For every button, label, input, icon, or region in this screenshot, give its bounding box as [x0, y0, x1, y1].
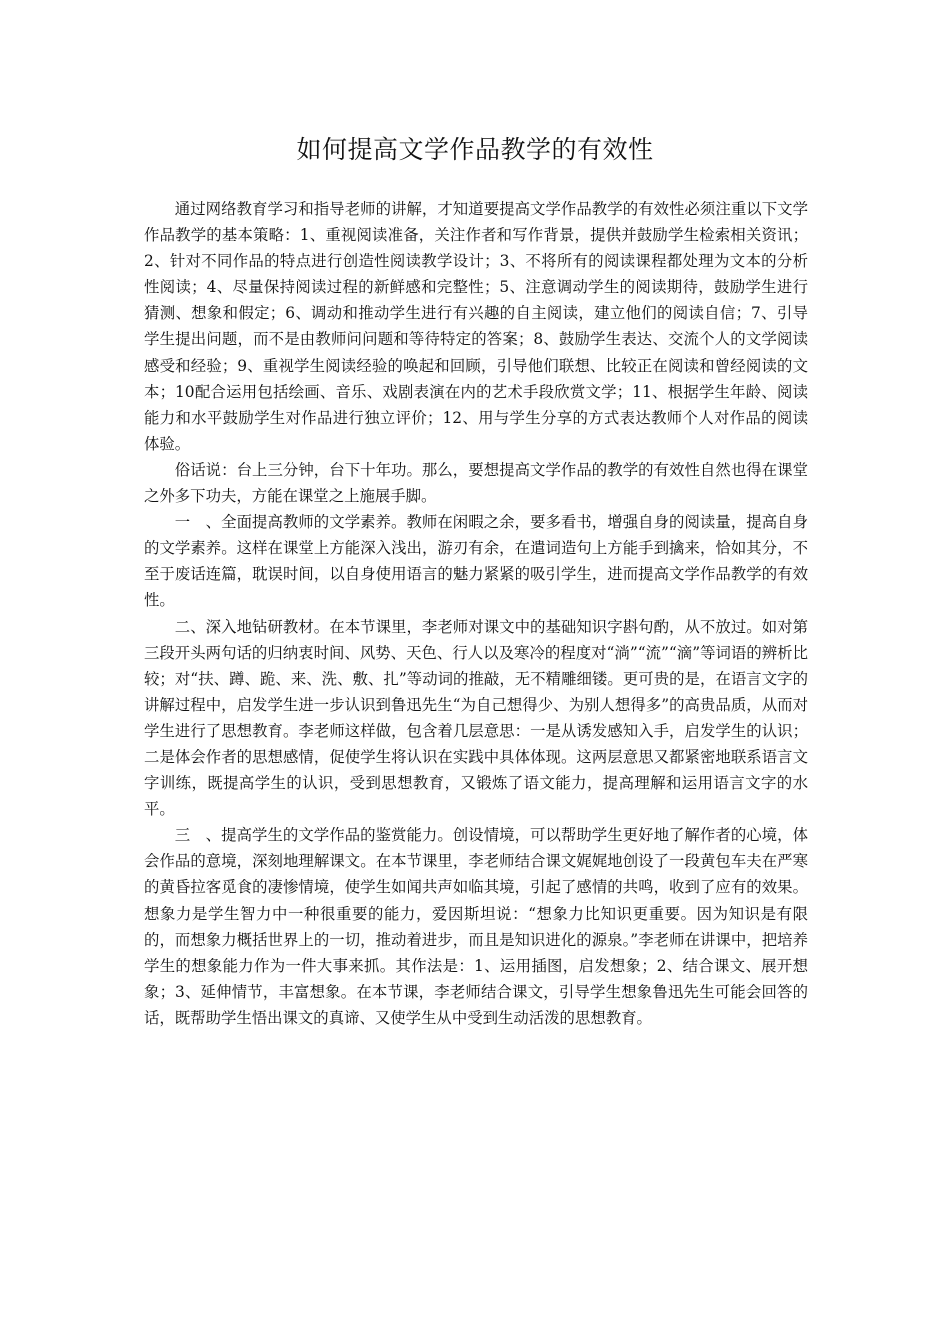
paragraph-section-two: 二、深入地钻研教材。在本节课里，李老师对课文中的基础知识字斟句酌，从不放过。如对第三段开头两句话的归纳衷时间、风势、天色、行人以及寒冷的程度对“淌”“流”“滴”等词语的辨析比较；对“扶、蹲、跪、来、洗、敷、扎”等动词的推敲，无不精雕细镂。更可贵的是，在语言文字的讲解过程中，启发学生进一步认识到鲁迅先生“为自己想得少、为别人想得多”的高贵品质，从而对学生进行了思想教育。李老师这样做，包含着几层意思：一是从诱发感知入手，启发学生的认识；二是体会作者的思想感情，促使学生将认识在实践中具体体现。这两层意思又都紧密地联系语言文字训练，既提高学生的认识，受到思想教育，又锻炼了语文能力，提高理解和运用语言文字的水平。 [144, 617, 808, 819]
paragraph-section-one: 一 、全面提高教师的文学素养。教师在闲暇之余，要多看书，增强自身的阅读量，提高自身的文学素养。这样在课堂上方能深入浅出，游刃有余，在遣词造句上方能手到擒来，恰如其分，不至于废话连篇，耽误时间，以自身使用语言的魅力紧紧的吸引学生，进而提高文学作品教学的有效性。 [144, 513, 808, 610]
document-title: 如何提高文学作品教学的有效性 [296, 135, 654, 164]
paragraph-proverb: 俗话说：台上三分钟，台下十年功。那么，要想提高文学作品的教学的有效性自然也得在课堂之外多下功夫，方能在课堂之上施展手脚。 [144, 460, 808, 506]
document-body [144, 196, 808, 1031]
paragraph-section-three: 三 、提高学生的文学作品的鉴赏能力。创设情境，可以帮助学生更好地了解作者的心境，体会作品的意境，深刻地理解课文。在本节课里，李老师结合课文娓娓地创设了一段黄包车夫在严寒的黄昏拉客觅食的凄惨情境，使学生如闻共声如临其境，引起了感情的共鸣，收到了应有的效果。想象力是学生智力中一种很重要的能力，爱因斯坦说：“想象力比知识更重要。因为知识是有限的，而想象力概括世界上的一切，推动着进步，而且是知识进化的源泉。”李老师在讲课中，把培养学生的想象能力作为一件大事来抓。其作法是：1、运用插图，启发想象；2、结合课文、展开想象；3、延伸情节，丰富想象。在本节课，李老师结合课文，引导学生想象鲁迅先生可能会回答的话，既帮助学生悟出课文的真谛、又使学生从中受到生动活泼的思想教育。 [144, 826, 808, 1027]
paragraph-intro: 通过网络教育学习和指导老师的讲解，才知道要提高文学作品教学的有效性必须注重以下文学作品教学的基本策略：1、重视阅读准备，关注作者和写作背景，提供并鼓励学生检索相关资讯；2、针对不同作品的特点进行创造性阅读教学设计；3、不将所有的阅读课程都处理为文本的分析性阅读；4、尽量保持阅读过程的新鲜感和完整性；5、注意调动学生的阅读期待，鼓励学生进行猜测、想象和假定；6、调动和推动学生进行有兴趣的自主阅读，建立他们的阅读自信；7、引导学生提出问题，而不是由教师问问题和等待特定的答案；8、鼓励学生表达、交流个人的文学阅读感受和经验；9、重视学生阅读经验的唤起和回顾，引导他们联想、比较正在阅读和曾经阅读的文本；10配合运用包括绘画、音乐、戏剧表演在内的艺术手段欣赏文学；11、根据学生年龄、阅读能力和水平鼓励学生对作品进行独立评价；12、用与学生分享的方式表达教师个人对作品的阅读体验。 [144, 200, 808, 453]
